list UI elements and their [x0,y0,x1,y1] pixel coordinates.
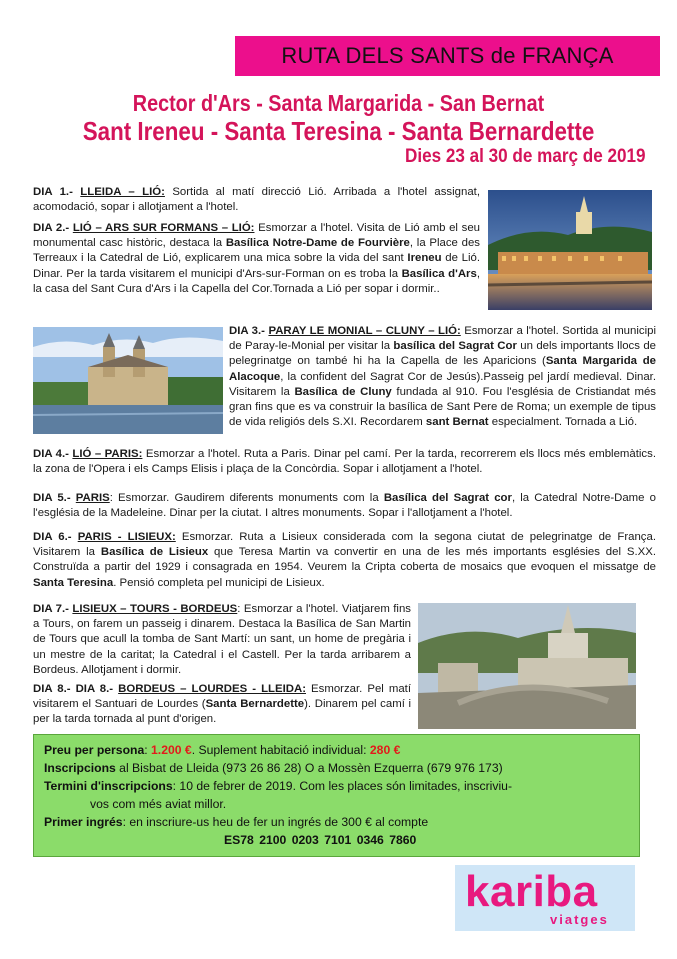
saints-line-2: Sant Ireneu - Santa Teresina - Santa Bernardette [82,116,595,146]
title-banner [235,36,660,76]
day-3-bold-2: Santa Margarida de Alacoque [229,355,656,383]
logo-brand: kariba [465,867,598,916]
day-4-title: DIA 4.- [33,448,73,460]
day-2-text-1: Esmorzar a l'hotel. Visita de Lió amb el seu monumental casc històric, destaca la [33,222,480,250]
day-2-route: LIÓ – ARS SUR FORMANS – LIÓ: [72,222,255,234]
deadline-text-2: vos com més aviat millor. [90,797,227,811]
day-5-bold-1: Basílica del Sagrat cor [383,492,512,504]
day-2-bold-1: Basílica Notre-Dame de Fourvière [225,237,410,250]
price-line [44,741,629,759]
day-1-paragraph [33,185,480,215]
saints-line-1: Rector d'Ars - Santa Margarida - San Bernat [132,90,545,116]
day-7-paragraph [33,602,411,678]
day-6-text-2: que Teresa Martin va convertir en una de les més importants esglésies del S.XX. Construïda a partir del 1929 i consagrada en 1954. Veurem la Cripta coberta de mosaics que evoquen el missatge de [33,546,656,574]
day-8-route: BORDEUS – LOURDES - LLEIDA: [118,683,306,695]
day-5-paragraph [33,491,656,521]
logo-tagline: viatges [550,912,609,927]
day-6-bold-2: Santa Teresina [33,576,114,589]
day-1-title: DIA 1.- [33,186,81,198]
first-payment-line [44,813,629,831]
day-8-paragraph [33,682,411,728]
day-5-text-1: : Esmorzar. Gaudirem diferents monuments com la [109,492,384,504]
day-2-text-4: , la casa del Sant Cura d'Ars i la Capella del Cor.Tornada a Lió per sopar i dormir.. [33,267,480,295]
day-3-text-1: Esmorzar a l'hotel. Sortida al municipi de Paray-le-Monial per visitar la [229,325,656,353]
day-4-paragraph [33,447,656,477]
paray-photo [33,327,223,434]
day-2-text-2: , la Place des Terreaux i la Catedral de Lió, explicarem una mica sobre la vida del sant [33,237,481,265]
day-1-route: LLEIDA – LIÓ: [80,186,165,198]
deadline-text: : 10 de febrer de 2019. Com les places són limitades, inscriviu- [172,779,513,793]
deadline-line [44,777,629,795]
day-3-bold-3: Basílica de Cluny [294,385,392,398]
day-7-route: LISIEUX – TOURS - BORDEUS [72,603,238,615]
deadline-line-2 [44,795,629,813]
lourdes-photo [418,603,636,729]
price-label: Preu per persona [44,743,145,757]
day-2-bold-3: Basílica d'Ars [401,267,477,280]
iban-line [44,831,629,849]
kariba-logo [455,865,635,931]
day-2-text-3: de Lió. Dinar. Per la tarda visitarem el municipi d'Ars-sur-Forman on es troba la [33,252,480,280]
day-7-text: : Esmorzar a l'hotel. Viatjarem fins a Tours, on farem un passeig i dinarem. Destaca la Basílica de San Martin de Tours que acull la tomba de Sant Martí: un sant, un home de pregària i un mestre de la caritat; la Catedral i el Castell. Per la tarda arribarem a Bordeus. Allotjament i dormir. [33,603,411,676]
day-3-paragraph [229,324,656,430]
inscriptions-line [44,759,629,777]
day-6-text-1: Esmorzar. Ruta a Lisieux considerada com la segona ciutat de pelegrinatge de França. Visitarem la [33,531,656,559]
price-value: 1.200 € [151,743,192,757]
day-3-title: DIA 3.- [229,325,269,337]
inscriptions-text: al Bisbat de Lleida (973 26 86 28) O a Mossèn Ezquerra (679 976 173) [115,761,503,775]
day-6-title: DIA 6.- [33,531,78,543]
pricing-box [33,734,640,857]
day-3-text-2: un dels importants llocs de pelegrinatge on també hi ha la Capella de les Aparicions ( [229,340,656,368]
deadline-label: Termini d'inscripcions [44,779,173,793]
lyon-photo [488,190,652,310]
day-1-text: Sortida al matí direcció Lió. Arribada a l'hotel assignat, acomodació, sopar i allotjament a l'hotel. [33,186,480,214]
day-3-text-3: , la confident del Sagrat Cor de Jesús).Passeig pel jardí medieval. Dinar. Visitarem la [229,370,656,398]
day-2-title: DIA 2.- [33,222,73,234]
day-2-paragraph [33,221,480,297]
day-4-route: LIÓ – PARIS: [72,448,143,460]
day-6-paragraph [33,530,656,591]
first-payment-text: : en inscriure-us heu de fer un ingrés de 300 € al compte [122,815,429,829]
day-3-bold-4: sant Bernat [425,416,489,429]
supplement-value: 280 € [369,743,401,757]
day-5-title: DIA 5.- [33,492,76,504]
day-2-bold-2: Ireneu [407,252,442,265]
day-8-title: DIA 8.- DIA 8.- [33,683,119,695]
day-5-route: PARIS [75,492,110,504]
day-3-bold-1: basílica del Sagrat Cor [393,340,517,353]
day-8-text-1: Esmorzar. Pel matí visitarem el Santuari de Lourdes ( [33,683,411,711]
banner-title: RUTA DELS SANTS de FRANÇA [281,43,614,68]
day-4-text: Esmorzar a l'hotel. Ruta a Paris. Dinar pel camí. Per la tarda, recorrerem els llocs més emblemàtics. la zona de l'Opera i els Camps Elisis i plaça de la Concòrdia. Sopar i allotjament a l'hotel. [33,448,656,476]
day-8-bold-1: Santa Bernardette [205,698,305,711]
iban-value: ES78 2100 0203 7101 0346 7860 [224,833,417,847]
supplement-label: . Suplement habitació individual: [191,743,370,757]
day-6-route: PARIS - LISIEUX: [77,531,176,543]
day-5-text-2: , la Catedral Notre-Dame o l'església de la Madeleine. Dinar per la ciutat. I altres monuments. Sopar i l'allotjament a l'hotel. [33,492,656,520]
trip-dates: Dies 23 al 30 de març de 2019 [405,146,646,167]
day-6-text-3: . Pensió completa pel municipi de Lisieux. [113,576,325,589]
first-payment-label: Primer ingrés [44,815,123,829]
day-3-route: PARAY LE MONIAL – CLUNY – LIÓ: [268,325,461,337]
day-8-text-2: ). Dinarem pel camí i per la tarda tornada al punt d'origen. [33,698,412,726]
inscriptions-label: Inscripcions [44,761,116,775]
day-3-text-4: fundada al 910. Fou l'església de Cristiandat més gran fins que es va construir la basílica de Sant Pere de Roma; un exemple de tipus de vida religiós dels S.XI. Recordarem [229,385,656,429]
day-6-bold-1: Basílica de Lisieux [100,546,209,559]
day-3-text-5: especialment. Tornada a Lió. [488,416,638,429]
day-7-title: DIA 7.- [33,603,73,615]
price-sep: : [144,743,152,757]
